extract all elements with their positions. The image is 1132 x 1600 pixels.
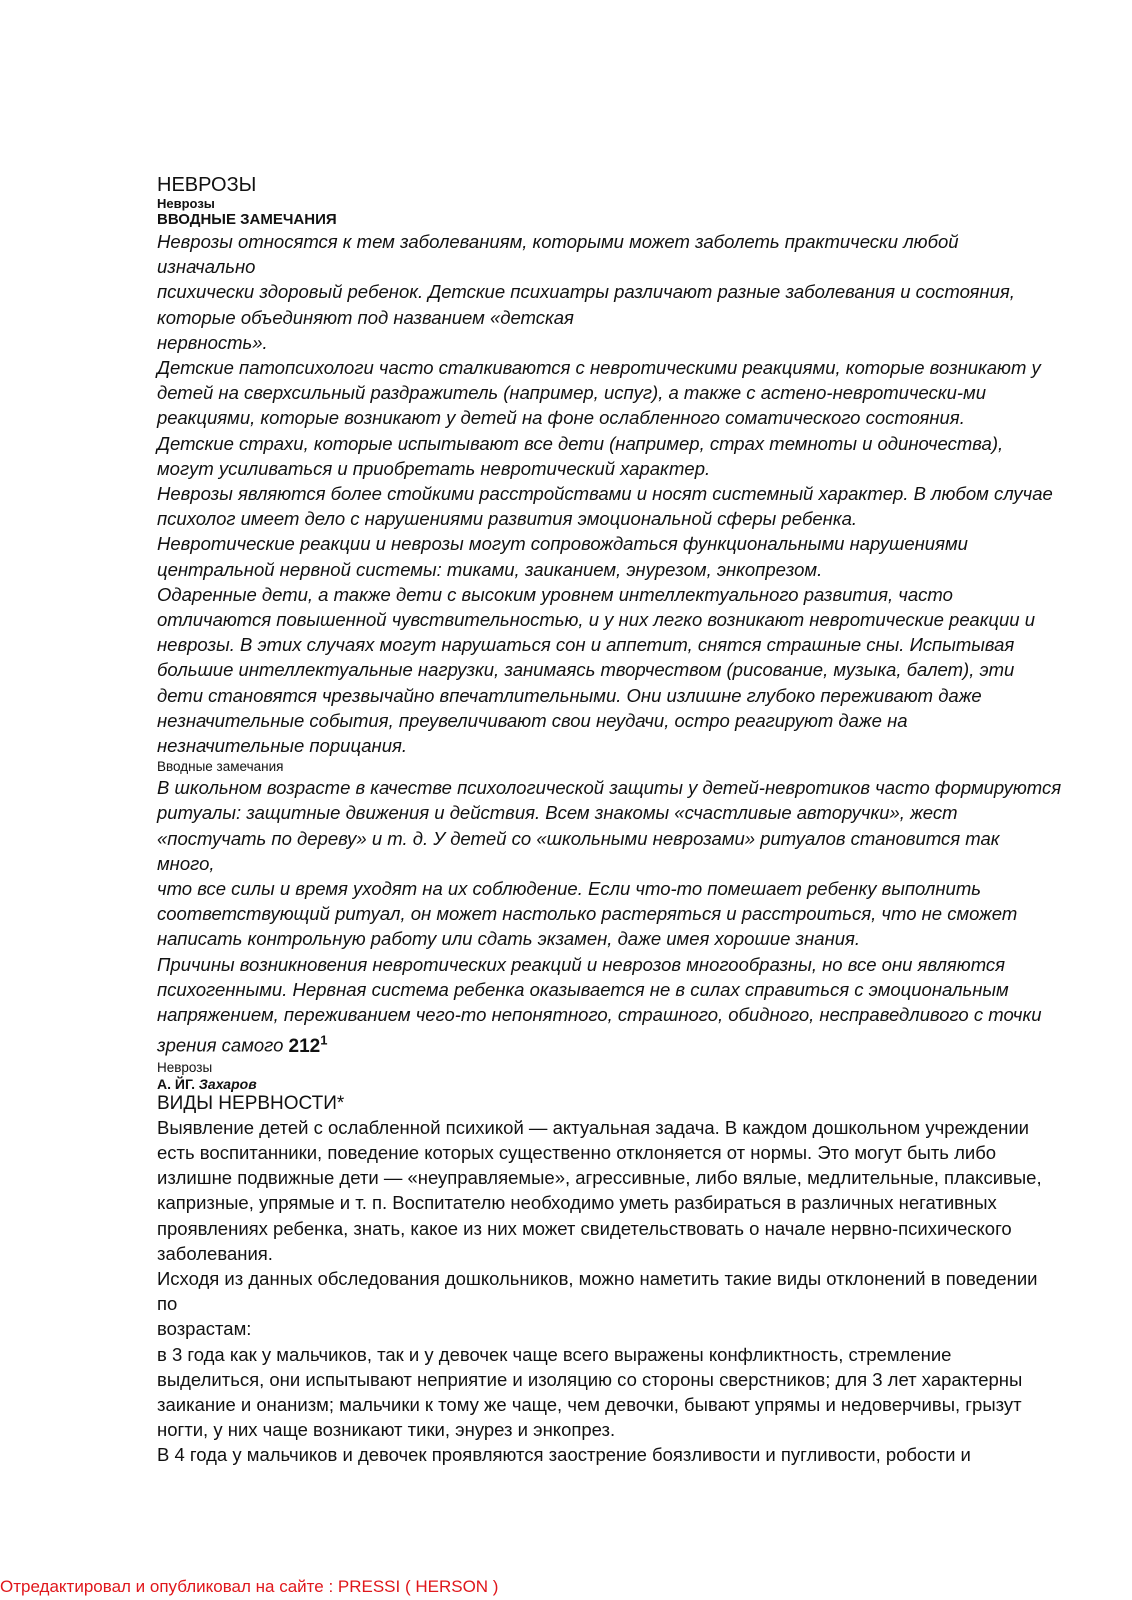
document-title: НЕВРОЗЫ xyxy=(157,174,257,196)
publisher-footer: Отредактировал и опубликовал на сайте : PRESSI ( HERSON ) xyxy=(0,1577,499,1596)
text-line: есть воспитанники, поведение которых существенно отклоняется от нормы. Это могут быть либо xyxy=(157,1142,997,1164)
author-name: Захаров xyxy=(198,1075,257,1092)
text-line: ритуалы: защитные движения и действия. Всем знакомы «счастливые авторучки», жест xyxy=(157,802,958,824)
text-line: излишне подвижные дети — «неуправляемые», агрессивные, либо вялые, медлительные, плаксивые, xyxy=(157,1167,1042,1189)
running-head: Неврозы xyxy=(157,196,215,211)
article-text xyxy=(157,1115,1062,1468)
text-line xyxy=(157,1027,1062,1059)
text-line: большие интеллектуальные нагрузки, занимаясь творчеством (рисование, музыка, балет), эти xyxy=(157,659,1015,681)
text-line: напряжением, переживанием чего-то непонятного, страшного, обидного, несправедливого с точки xyxy=(157,1004,1042,1026)
text-line: дети становятся чрезвычайно впечатлительными. Они излишне глубоко переживают даже xyxy=(157,684,982,706)
text-line: Невротические реакции и неврозы могут сопровождаться функциональными нарушениями xyxy=(157,533,968,555)
text-line: незначительные порицания. xyxy=(157,735,408,757)
text-line: Причины возникновения невротических реакций и неврозов многообразны, но все они являются xyxy=(157,953,1006,975)
text-line: психогенными. Нервная система ребенка оказывается не в силах справиться с эмоциональным xyxy=(157,978,1009,1000)
text-line: отличаются повышенной чувствительностью, и у них легко возникают невротические реакции и xyxy=(157,609,1036,631)
text-line: которые объединяют под названием «детская xyxy=(157,306,574,328)
text-line: центральной нервной системы: тиками, заиканием, энурезом, энкопрезом. xyxy=(157,558,823,580)
text-line: заболевания. xyxy=(157,1242,273,1264)
text-line: В школьном возрасте в качестве психологической защиты у детей-невротиков часто формируются xyxy=(157,777,1062,799)
section-title: ВВОДНЫЕ ЗАМЕЧАНИЯ xyxy=(157,211,337,228)
intro-text xyxy=(157,229,1062,758)
text-line: что все силы и время уходят на их соблюдение. Если что-то помешает ребенку выполнить xyxy=(157,878,981,900)
text-line: заикание и онанизм; мальчики к тому же чаще, чем девочки, бывают упрямы и недоверчивы, грызут xyxy=(157,1394,1022,1416)
text-line: Детские страхи, которые испытывают все дети (например, страх темноты и одиночества), xyxy=(157,432,1004,454)
document-page xyxy=(157,174,1062,1468)
text-line: нервность». xyxy=(157,331,268,353)
running-head-section: Вводные замечания xyxy=(157,759,284,775)
text-line: ногти, у них чаще возникают тики, энурез и энкопрез. xyxy=(157,1419,616,1441)
text-line: неврозы. В этих случаях могут нарушаться сон и аппетит, снятся страшные сны. Испытывая xyxy=(157,634,1015,656)
text-line: соответствующий ритуал, он может настолько растеряться и расстроиться, что не сможет xyxy=(157,903,1018,925)
text-line: в 3 года как у мальчиков, так и у девочек чаще всего выражены конфликтность, стремление xyxy=(157,1343,952,1365)
text-line: реакциями, которые возникают у детей на фоне ослабленного соматического состояния. xyxy=(157,407,965,429)
text-line: психически здоровый ребенок. Детские психиатры различают разные заболевания и состояния, xyxy=(157,281,1015,303)
text-line: проявлениях ребенка, знать, какое из них может свидетельствовать о начале нервно-психического xyxy=(157,1217,1012,1239)
text-line: В 4 года у мальчиков и девочек проявляются заострение боязливости и пугливости, робости и xyxy=(157,1444,971,1466)
text-line: Исходя из данных обследования дошкольников, можно наметить такие виды отклонений в поведении по xyxy=(157,1268,1038,1315)
text-line: Детские патопсихологи часто сталкиваются с невротическими реакциями, которые возникают у xyxy=(157,357,1041,379)
text-line: психолог имеет дело с нарушениями развития эмоциональной сферы ребенка. xyxy=(157,508,858,530)
text-line: выделиться, они испытывают неприятие и изоляцию со стороны сверстников; для 3 лет характерны xyxy=(157,1368,1023,1390)
author-initials: А. ЙГ. xyxy=(157,1075,196,1092)
article-title: ВИДЫ НЕРВНОСТИ* xyxy=(157,1092,345,1114)
text-line: капризные, упрямые и т. п. Воспитателю необходимо уметь разбираться в различных негативных xyxy=(157,1192,997,1214)
text-line: возрастам: xyxy=(157,1318,252,1340)
text-line: Неврозы относятся к тем заболеваниям, которыми может заболеть практически любой изначально xyxy=(157,231,959,278)
author-line xyxy=(157,1076,1062,1093)
text-line: Одаренные дети, а также дети с высоким уровнем интеллектуального развития, часто xyxy=(157,583,953,605)
intro-text-2 xyxy=(157,775,1062,1059)
text-line: «постучать по дереву» и т. д. У детей со «школьными неврозами» ритуалов становится так много, xyxy=(157,827,1000,874)
text-line: написать контрольную работу или сдать экзамен, даже имея хорошие знания. xyxy=(157,928,861,950)
text-line: Неврозы являются более стойкими расстройствами и носят системный характер. В любом случае xyxy=(157,483,1053,505)
running-head-chapter: Неврозы xyxy=(157,1059,213,1075)
text-line: детей на сверхсильный раздражитель (например, испуг), а также с астено-невротически-ми xyxy=(157,382,987,404)
footnote-mark: 1 xyxy=(320,1032,328,1048)
text-line: могут усиливаться и приобретать невротический характер. xyxy=(157,457,711,479)
text-line: Выявление детей с ослабленной психикой — актуальная задача. В каждом дошкольном учреждении xyxy=(157,1116,1030,1138)
text-fragment: зрения самого xyxy=(157,1034,284,1056)
text-line: незначительные события, преувеличивают свои неудачи, остро реагируют даже на xyxy=(157,709,908,731)
page-number xyxy=(288,1032,328,1057)
page-number-value: 212 xyxy=(288,1035,321,1057)
